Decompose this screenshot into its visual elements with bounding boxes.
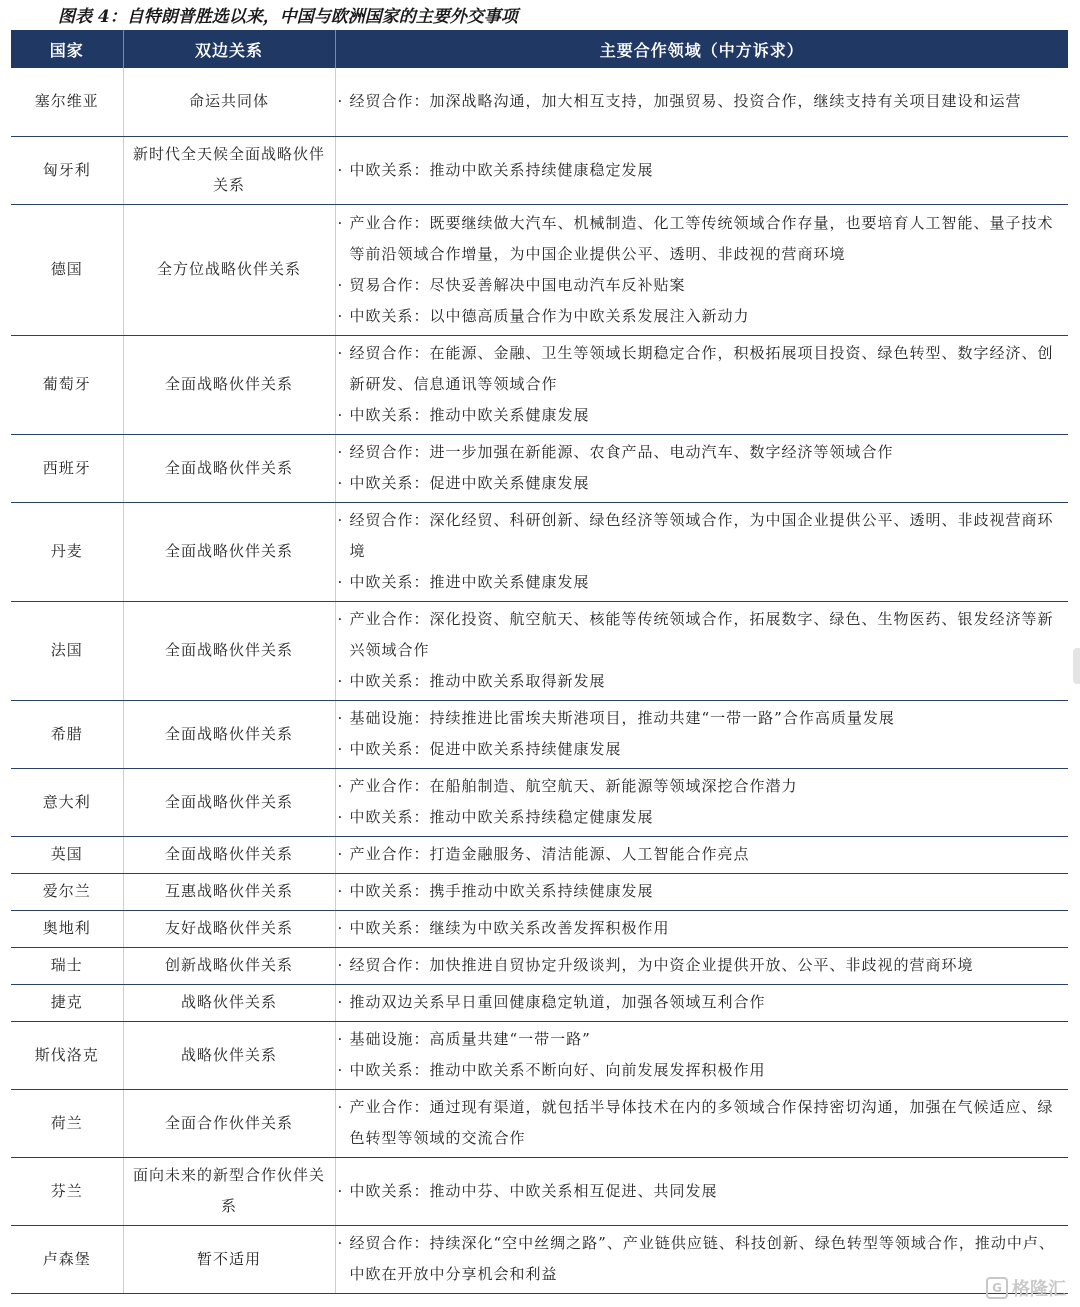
table-row bbox=[11, 136, 1068, 204]
cooperation-item: · 经贸合作：加快推进自贸协定升级谈判，为中资企业提供开放、公平、非歧视的营商环境 bbox=[338, 950, 1061, 981]
cell-cooperation bbox=[335, 601, 1068, 700]
cell-cooperation bbox=[335, 136, 1068, 204]
cooperation-item: · 贸易合作：尽快妥善解决中国电动汽车反补贴案 bbox=[338, 270, 1061, 301]
cooperation-item: · 经贸合作：进一步加强在新能源、农食产品、电动汽车、数字经济等领域合作 bbox=[338, 437, 1061, 468]
cell-relation: 全面战略伙伴关系 bbox=[123, 601, 335, 700]
cell-cooperation bbox=[335, 68, 1068, 136]
cell-country: 英国 bbox=[11, 836, 123, 873]
cooperation-item: · 经贸合作：持续深化“空中丝绸之路”、产业链供应链、科技创新、绿色转型等领域合作，推动中卢、中欧在开放中分享机会和利益 bbox=[338, 1228, 1061, 1290]
cooperation-item: · 中欧关系：推动中欧关系取得新发展 bbox=[338, 666, 1061, 697]
table-row bbox=[11, 335, 1068, 434]
cooperation-item: · 中欧关系：携手推动中欧关系持续健康发展 bbox=[338, 876, 1061, 907]
cell-relation: 面向未来的新型合作伙伴关系 bbox=[123, 1157, 335, 1225]
cooperation-item: · 中欧关系：推动中欧关系健康发展 bbox=[338, 400, 1061, 431]
cooperation-item: · 基础设施：持续推进比雷埃夫斯港项目，推动共建“一带一路”合作高质量发展 bbox=[338, 703, 1061, 734]
cell-cooperation bbox=[335, 984, 1068, 1021]
cell-cooperation bbox=[335, 434, 1068, 502]
logo-icon: G bbox=[986, 1277, 1008, 1299]
cell-relation: 全面战略伙伴关系 bbox=[123, 768, 335, 836]
cell-country: 葡萄牙 bbox=[11, 335, 123, 434]
table-row bbox=[11, 873, 1068, 910]
cooperation-item: · 经贸合作：深化经贸、科研创新、绿色经济等领域合作，为中国企业提供公平、透明、非歧视营商环境 bbox=[338, 505, 1061, 567]
cell-country: 丹麦 bbox=[11, 502, 123, 601]
table-row bbox=[11, 910, 1068, 947]
cell-country: 捷克 bbox=[11, 984, 123, 1021]
cell-country: 德国 bbox=[11, 204, 123, 335]
cooperation-item: · 中欧关系：推动中欧关系持续稳定健康发展 bbox=[338, 802, 1061, 833]
table-header-row bbox=[11, 30, 1068, 68]
table-row bbox=[11, 68, 1068, 136]
cell-country: 法国 bbox=[11, 601, 123, 700]
cell-country: 卢森堡 bbox=[11, 1225, 123, 1293]
cell-country: 爱尔兰 bbox=[11, 873, 123, 910]
side-scroll-tab[interactable] bbox=[1073, 648, 1080, 684]
cooperation-item: · 中欧关系：以中德高质量合作为中欧关系发展注入新动力 bbox=[338, 301, 1061, 332]
cell-country: 希腊 bbox=[11, 700, 123, 768]
cell-country: 意大利 bbox=[11, 768, 123, 836]
header-relation: 双边关系 bbox=[123, 30, 335, 68]
cooperation-item: · 中欧关系：继续为中欧关系改善发挥积极作用 bbox=[338, 913, 1061, 944]
cell-relation: 友好战略伙伴关系 bbox=[123, 910, 335, 947]
cell-cooperation bbox=[335, 1089, 1068, 1157]
cell-cooperation bbox=[335, 768, 1068, 836]
cell-relation: 全面合作伙伴关系 bbox=[123, 1089, 335, 1157]
cell-cooperation bbox=[335, 1021, 1068, 1089]
table-row bbox=[11, 1021, 1068, 1089]
cell-country: 荷兰 bbox=[11, 1089, 123, 1157]
diplomacy-table bbox=[11, 30, 1068, 1294]
table-row bbox=[11, 434, 1068, 502]
cell-relation: 全面战略伙伴关系 bbox=[123, 335, 335, 434]
cooperation-item: · 中欧关系：推动中芬、中欧关系相互促进、共同发展 bbox=[338, 1176, 1061, 1207]
cell-country: 匈牙利 bbox=[11, 136, 123, 204]
cooperation-item: · 基础设施：高质量共建“一带一路” bbox=[338, 1024, 1061, 1055]
cell-cooperation bbox=[335, 335, 1068, 434]
table-row bbox=[11, 947, 1068, 984]
cell-relation: 战略伙伴关系 bbox=[123, 984, 335, 1021]
table-row bbox=[11, 836, 1068, 873]
table-body bbox=[11, 68, 1068, 1293]
table-row bbox=[11, 1157, 1068, 1225]
cell-cooperation bbox=[335, 836, 1068, 873]
cell-cooperation bbox=[335, 204, 1068, 335]
header-cooperation: 主要合作领域（中方诉求） bbox=[335, 30, 1068, 68]
cooperation-item: · 产业合作：通过现有渠道，就包括半导体技术在内的多领域合作保持密切沟通，加强在气候适应、绿色转型等领域的交流合作 bbox=[338, 1092, 1061, 1154]
cell-country: 塞尔维亚 bbox=[11, 68, 123, 136]
cell-cooperation bbox=[335, 502, 1068, 601]
table-row bbox=[11, 700, 1068, 768]
table-row bbox=[11, 204, 1068, 335]
cell-cooperation bbox=[335, 947, 1068, 984]
cell-cooperation bbox=[335, 873, 1068, 910]
cooperation-item: · 产业合作：在船舶制造、航空航天、新能源等领域深挖合作潜力 bbox=[338, 771, 1061, 802]
cell-relation: 命运共同体 bbox=[123, 68, 335, 136]
cell-relation: 创新战略伙伴关系 bbox=[123, 947, 335, 984]
cooperation-item: · 经贸合作：加深战略沟通，加大相互支持，加强贸易、投资合作，继续支持有关项目建设和运营 bbox=[338, 86, 1061, 117]
cell-relation: 新时代全天候全面战略伙伴关系 bbox=[123, 136, 335, 204]
figure-caption: 图表 4：自特朗普胜选以来，中国与欧洲国家的主要外交事项 bbox=[58, 7, 518, 27]
cell-cooperation bbox=[335, 910, 1068, 947]
header-country: 国家 bbox=[11, 30, 123, 68]
cell-relation: 全方位战略伙伴关系 bbox=[123, 204, 335, 335]
table-row bbox=[11, 1089, 1068, 1157]
cell-cooperation bbox=[335, 700, 1068, 768]
table-row bbox=[11, 601, 1068, 700]
watermark-text: 格隆汇 bbox=[1012, 1279, 1066, 1300]
cooperation-item: · 中欧关系：推动中欧关系持续健康稳定发展 bbox=[338, 155, 1061, 186]
cell-relation: 全面战略伙伴关系 bbox=[123, 700, 335, 768]
cooperation-item: · 推动双边关系早日重回健康稳定轨道，加强各领域互利合作 bbox=[338, 987, 1061, 1018]
cooperation-item: · 产业合作：既要继续做大汽车、机械制造、化工等传统领域合作存量，也要培育人工智能、量子技术等前沿领域合作增量，为中国企业提供公平、透明、非歧视的营商环境 bbox=[338, 208, 1061, 270]
cell-cooperation bbox=[335, 1157, 1068, 1225]
cooperation-item: · 中欧关系：推动中欧关系不断向好、向前发展发挥积极作用 bbox=[338, 1055, 1061, 1086]
cell-country: 斯伐洛克 bbox=[11, 1021, 123, 1089]
cooperation-item: · 中欧关系：推进中欧关系健康发展 bbox=[338, 567, 1061, 598]
table-row bbox=[11, 1225, 1068, 1293]
cell-country: 西班牙 bbox=[11, 434, 123, 502]
cell-relation: 全面战略伙伴关系 bbox=[123, 434, 335, 502]
watermark bbox=[986, 1275, 1066, 1301]
cooperation-item: · 经贸合作：在能源、金融、卫生等领域长期稳定合作，积极拓展项目投资、绿色转型、数字经济、创新研发、信息通讯等领域合作 bbox=[338, 338, 1061, 400]
cell-relation: 全面战略伙伴关系 bbox=[123, 502, 335, 601]
table-row bbox=[11, 502, 1068, 601]
cooperation-item: · 产业合作：打造金融服务、清洁能源、人工智能合作亮点 bbox=[338, 839, 1061, 870]
cooperation-item: · 中欧关系：促进中欧关系健康发展 bbox=[338, 468, 1061, 499]
cell-cooperation bbox=[335, 1225, 1068, 1293]
cooperation-item: · 产业合作：深化投资、航空航天、核能等传统领域合作，拓展数字、绿色、生物医药、银发经济等新兴领域合作 bbox=[338, 604, 1061, 666]
table-row bbox=[11, 768, 1068, 836]
cell-relation: 互惠战略伙伴关系 bbox=[123, 873, 335, 910]
cell-country: 奥地利 bbox=[11, 910, 123, 947]
table-row bbox=[11, 984, 1068, 1021]
cell-country: 瑞士 bbox=[11, 947, 123, 984]
cell-relation: 战略伙伴关系 bbox=[123, 1021, 335, 1089]
cell-relation: 全面战略伙伴关系 bbox=[123, 836, 335, 873]
cell-country: 芬兰 bbox=[11, 1157, 123, 1225]
cooperation-item: · 中欧关系：促进中欧关系持续健康发展 bbox=[338, 734, 1061, 765]
cell-relation: 暂不适用 bbox=[123, 1225, 335, 1293]
